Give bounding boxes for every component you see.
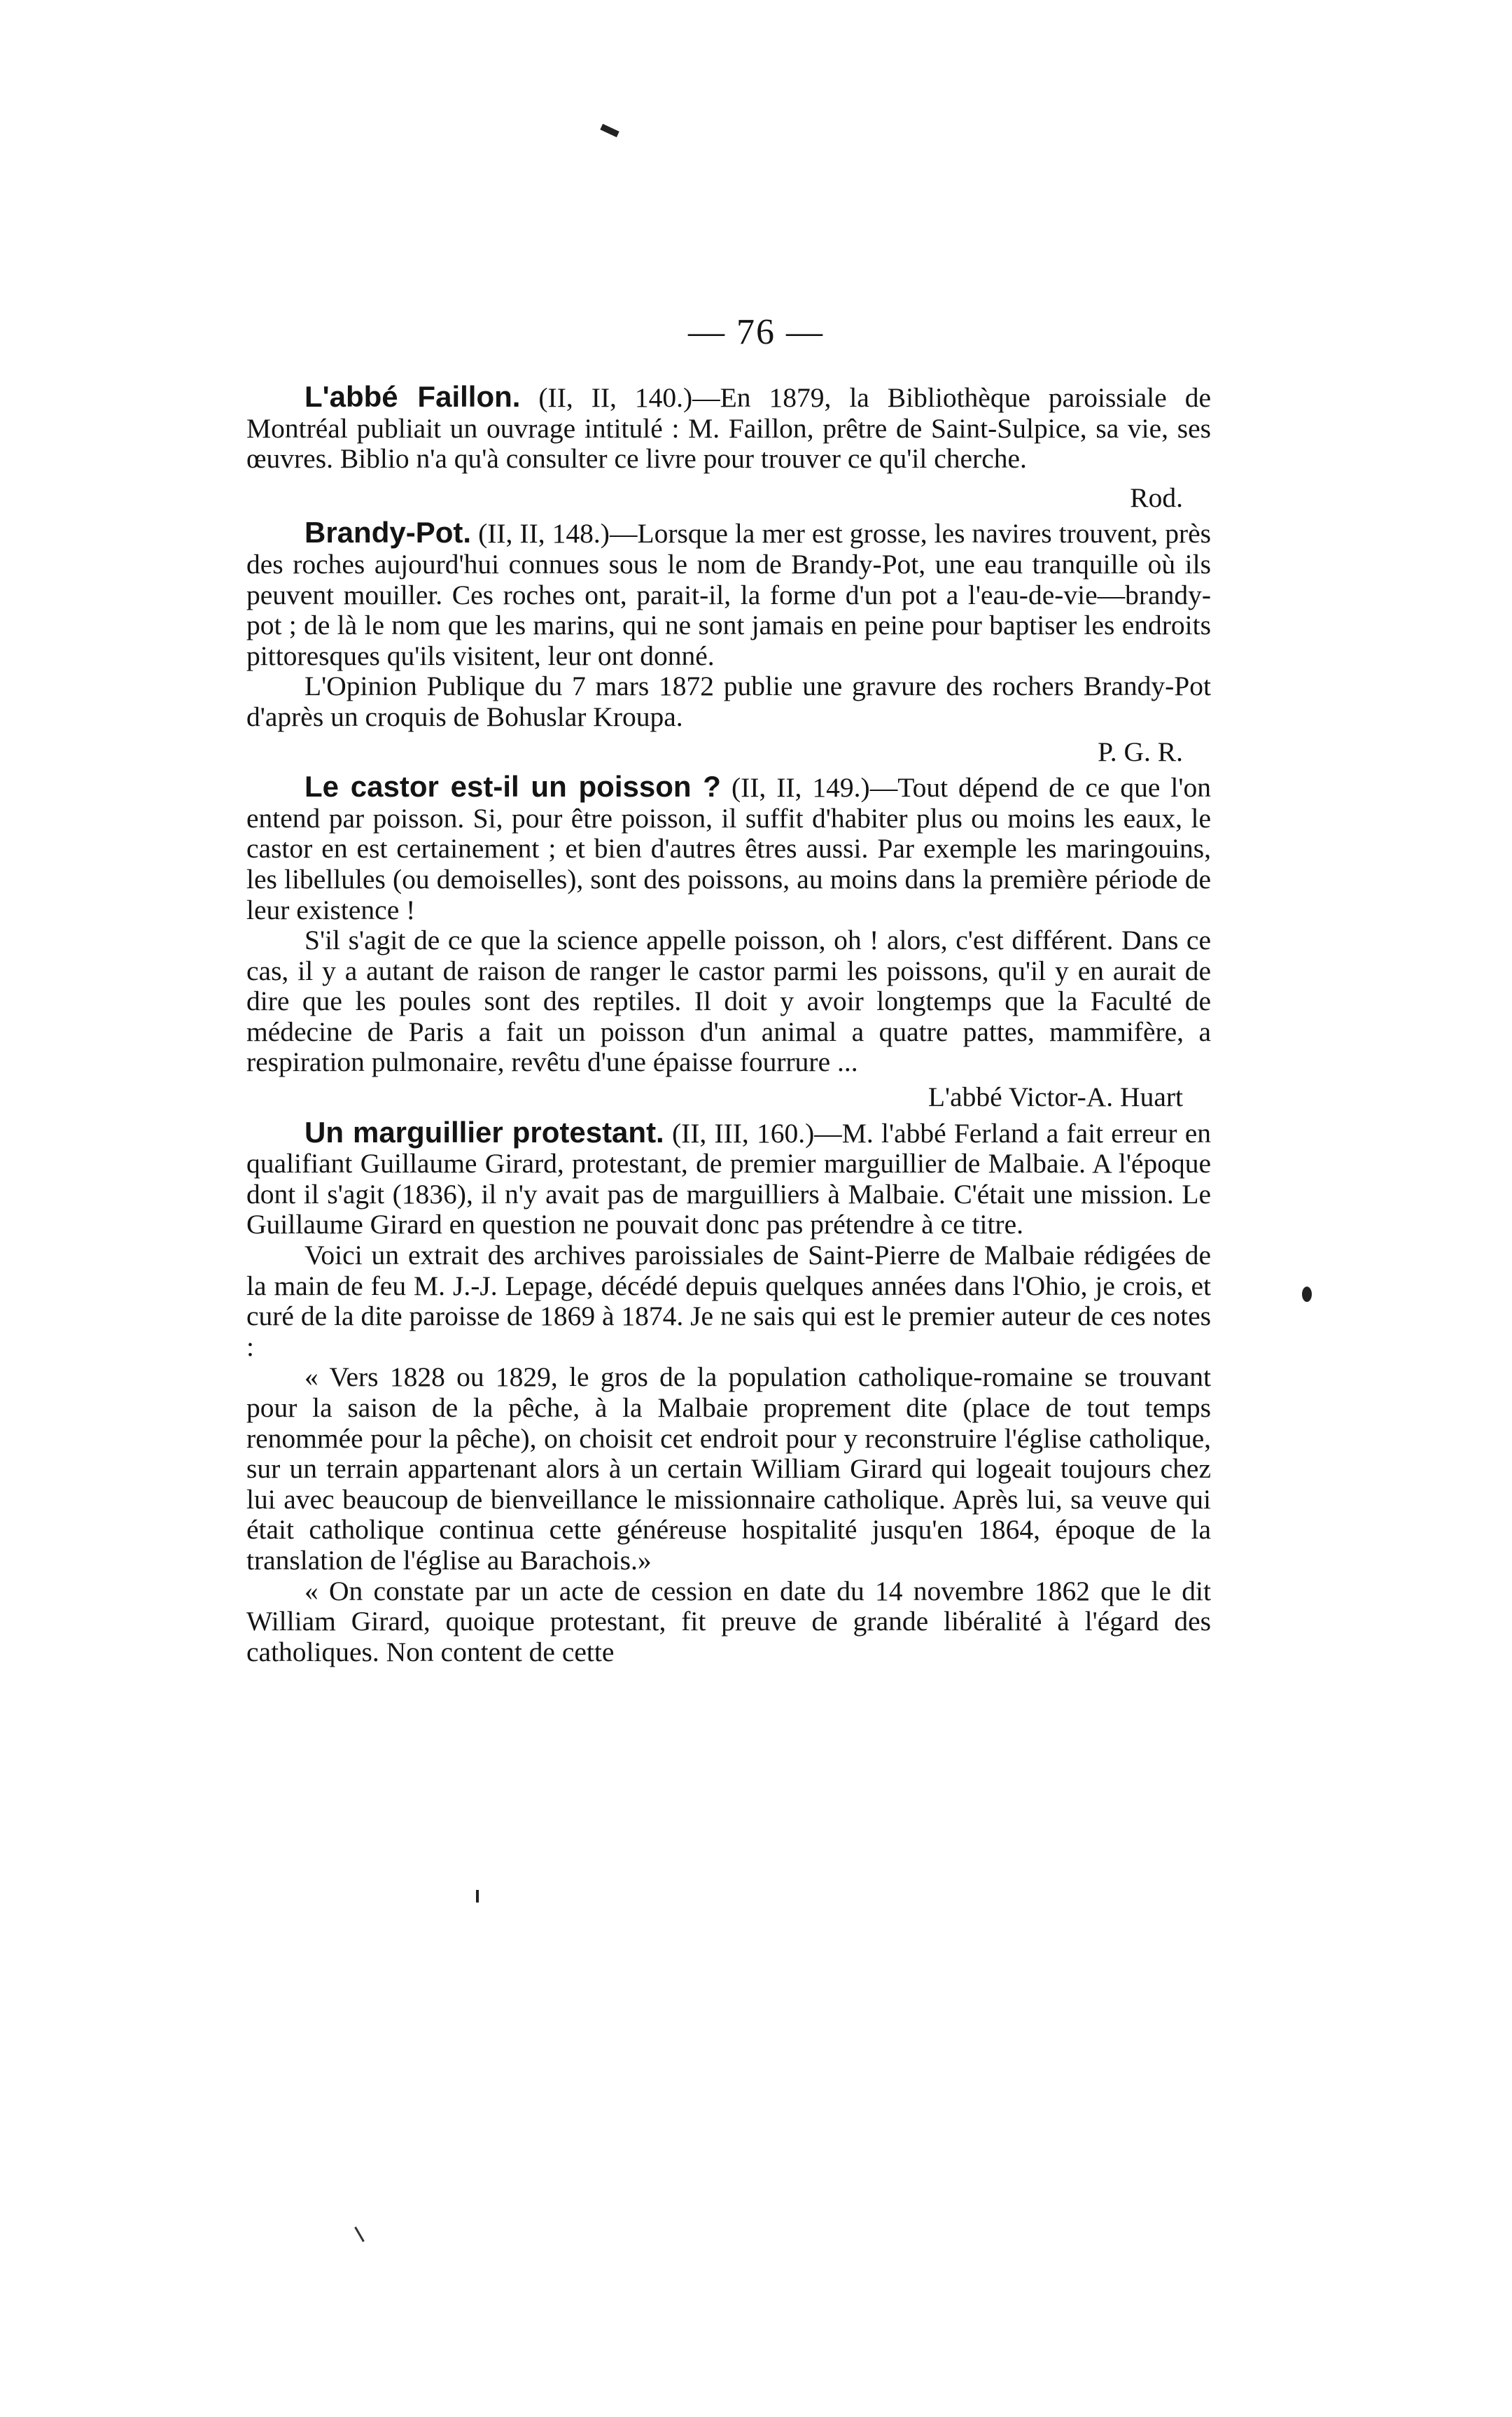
page-number: — 76 — <box>688 312 824 352</box>
entry-text: —M. l'abbé Ferland a fait erreur en qualifiant Guillaume Girard, protestant, de premier marguillier de Malbaie. A l'époque dont il s'agit (1836), il n'y avait pas de marguilliers à Malbaie. C'était une mission. Le Guillaume Girard en question ne pouvait donc pas prétendre à ce titre. <box>246 1117 1212 1240</box>
entry-title: Un marguillier protestant. <box>304 1115 664 1149</box>
entry-paragraph: Voici un extrait des archives paroissiales de Saint-Pierre de Malbaie rédigées de la main de feu M. J.-J. Lepage, décédé depuis quelques années dans l'Ohio, je crois, et curé de la dite paroisse de 1869 à 1874. Je ne sais qui est le premier auteur de ces notes : <box>246 1240 1211 1362</box>
scan-speck <box>354 2227 365 2242</box>
entry-castor <box>246 771 1211 925</box>
entry-text: —Tout dépend de ce que l'on entend par poisson. Si, pour être poisson, il suffit d'habiter plus ou moins les eaux, le castor en est certainement ; et bien d'autres êtres aussi. Par exemple les maringouins, les libellules (ou demoiselles), sont des poissons, au moins dans la première période de leur existence ! <box>246 772 1211 925</box>
entry-reference: (II, III, 160.) <box>671 1117 815 1149</box>
entry-reference: (II, II, 148.) <box>478 518 610 549</box>
entry-faillon <box>246 381 1211 475</box>
entry-paragraph: S'il s'agit de ce que la science appelle poisson, oh ! alors, c'est différent. Dans ce cas, il y a autant de raison de ranger le castor parmi les poissons, qu'il y en aurait de dire que les poules sont des reptiles. Il doit y avoir longtemps que la Faculté de médecine de Paris a fait un poisson d'un animal a quatre pattes, mammifère, a respiration pulmonaire, revêtu d'une épaisse fourrure ... <box>246 925 1211 1078</box>
entry-paragraph: L'Opinion Publique du 7 mars 1872 publie une gravure des rochers Brandy-Pot d'après un croquis de Bohuslar Kroupa. <box>246 671 1211 732</box>
entry-signature: Rod. <box>1130 482 1183 513</box>
entry-reference: (II, II, 140.) <box>538 382 693 413</box>
page-body <box>246 381 1211 1667</box>
entry-text: —Lorsque la mer est grosse, les navires trouvent, près des roches aujourd'hui connues sous le nom de Brandy-Pot, une eau tranquille où ils peuvent mouiller. Ces roches ont, parait-il, la forme d'un pot a l'eau-de-vie—brandy-pot ; de là le nom que les marins, qui ne sont jamais en peine pour baptiser les endroits pittoresques qu'ils visitent, leur ont donné. <box>246 518 1212 671</box>
entry-quotation: « On constate par un acte de cession en date du 14 novembre 1862 que le dit William Girard, quoique protestant, fit preuve de grande libéralité à l'égard des catholiques. Non content de cette <box>246 1575 1211 1667</box>
scan-speck <box>476 1890 479 1903</box>
entry-title: L'abbé Faillon. <box>304 380 521 413</box>
entry-text: —En 1879, la Bibliothèque paroissiale de Montréal publiait un ouvrage intitulé : M. Faillon, prêtre de Saint-Sulpice, sa vie, ses œuvres. Biblio n'a qu'à consulter ce livre pour trouver ce qu'il cherche. <box>246 382 1211 475</box>
entry-marguillier <box>246 1117 1211 1240</box>
scan-speck <box>1302 1287 1312 1302</box>
scan-speck <box>600 124 619 137</box>
entry-quotation: « Vers 1828 ou 1829, le gros de la population catholique-romaine se trouvant pour la saison de la pêche, à la Malbaie proprement dite (place de tout temps renommée pour la pêche), on choisit cet endroit pour y reconstruire l'église catholique, sur un terrain appartenant alors à un certain William Girard qui logeait toujours chez lui avec beaucoup de bienveillance le missionnaire catholique. Après lui, sa veuve qui était catholique continua cette généreuse hospitalité jusqu'en 1864, époque de la translation de l'église au Barachois.» <box>246 1361 1211 1576</box>
entry-title: Brandy-Pot. <box>304 516 472 549</box>
entry-brandy-pot <box>246 517 1211 671</box>
entry-signature: L'abbé Victor-A. Huart <box>927 1081 1183 1113</box>
entry-signature: P. G. R. <box>1098 736 1183 767</box>
entry-reference: (II, II, 149.) <box>731 772 870 804</box>
entry-title: Le castor est-il un poisson ? <box>304 770 721 804</box>
